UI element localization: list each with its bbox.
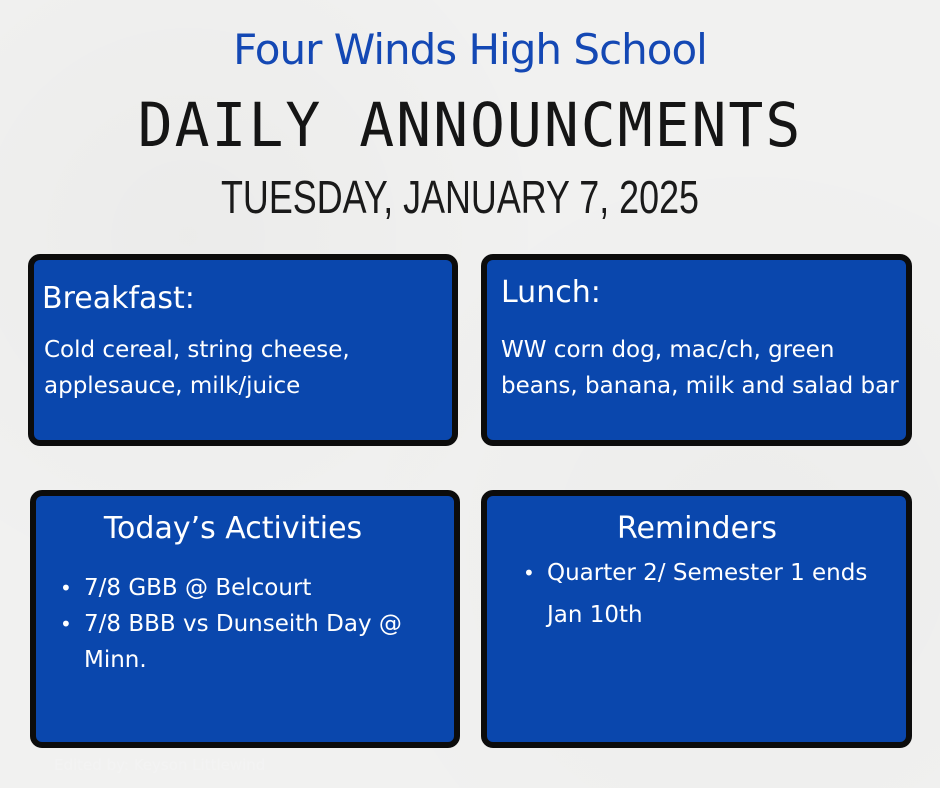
activities-list (60, 570, 440, 678)
lunch-title: Lunch: (501, 275, 601, 310)
list-item (60, 606, 440, 678)
bullet-dot-icon: • (60, 612, 72, 636)
list-item (60, 570, 440, 606)
breakfast-card (28, 254, 458, 446)
reminders-list (523, 552, 893, 636)
announcement-date: TUESDAY, JANUARY 7, 2025 (221, 171, 699, 223)
breakfast-menu: Cold cereal, string cheese, applesauce, milk/juice (44, 337, 350, 399)
reminder-text: Quarter 2/ Semester 1 ends Jan 10th (547, 560, 868, 628)
lunch-card (481, 254, 912, 446)
reminders-title: Reminders (617, 511, 777, 546)
bullet-dot-icon: • (60, 576, 72, 600)
school-name: Four Winds High School (233, 25, 707, 74)
breakfast-title: Breakfast: (42, 281, 195, 316)
list-item (523, 552, 893, 636)
lunch-menu: WW corn dog, mac/ch, green beans, banana, milk and salad bar (501, 337, 899, 399)
editor-credit: Edited by: Keyson Littlewind (54, 756, 266, 774)
bullet-dot-icon: • (523, 561, 535, 585)
activities-title: Today’s Activities (103, 511, 363, 546)
announcement-title: DAILY ANNOUNCMENTS (137, 89, 803, 161)
reminders-card (481, 490, 912, 748)
activity-text: 7/8 BBB vs Dunseith Day @ Minn. (84, 611, 402, 673)
activity-text: 7/8 GBB @ Belcourt (84, 575, 312, 601)
activities-card (30, 490, 460, 748)
